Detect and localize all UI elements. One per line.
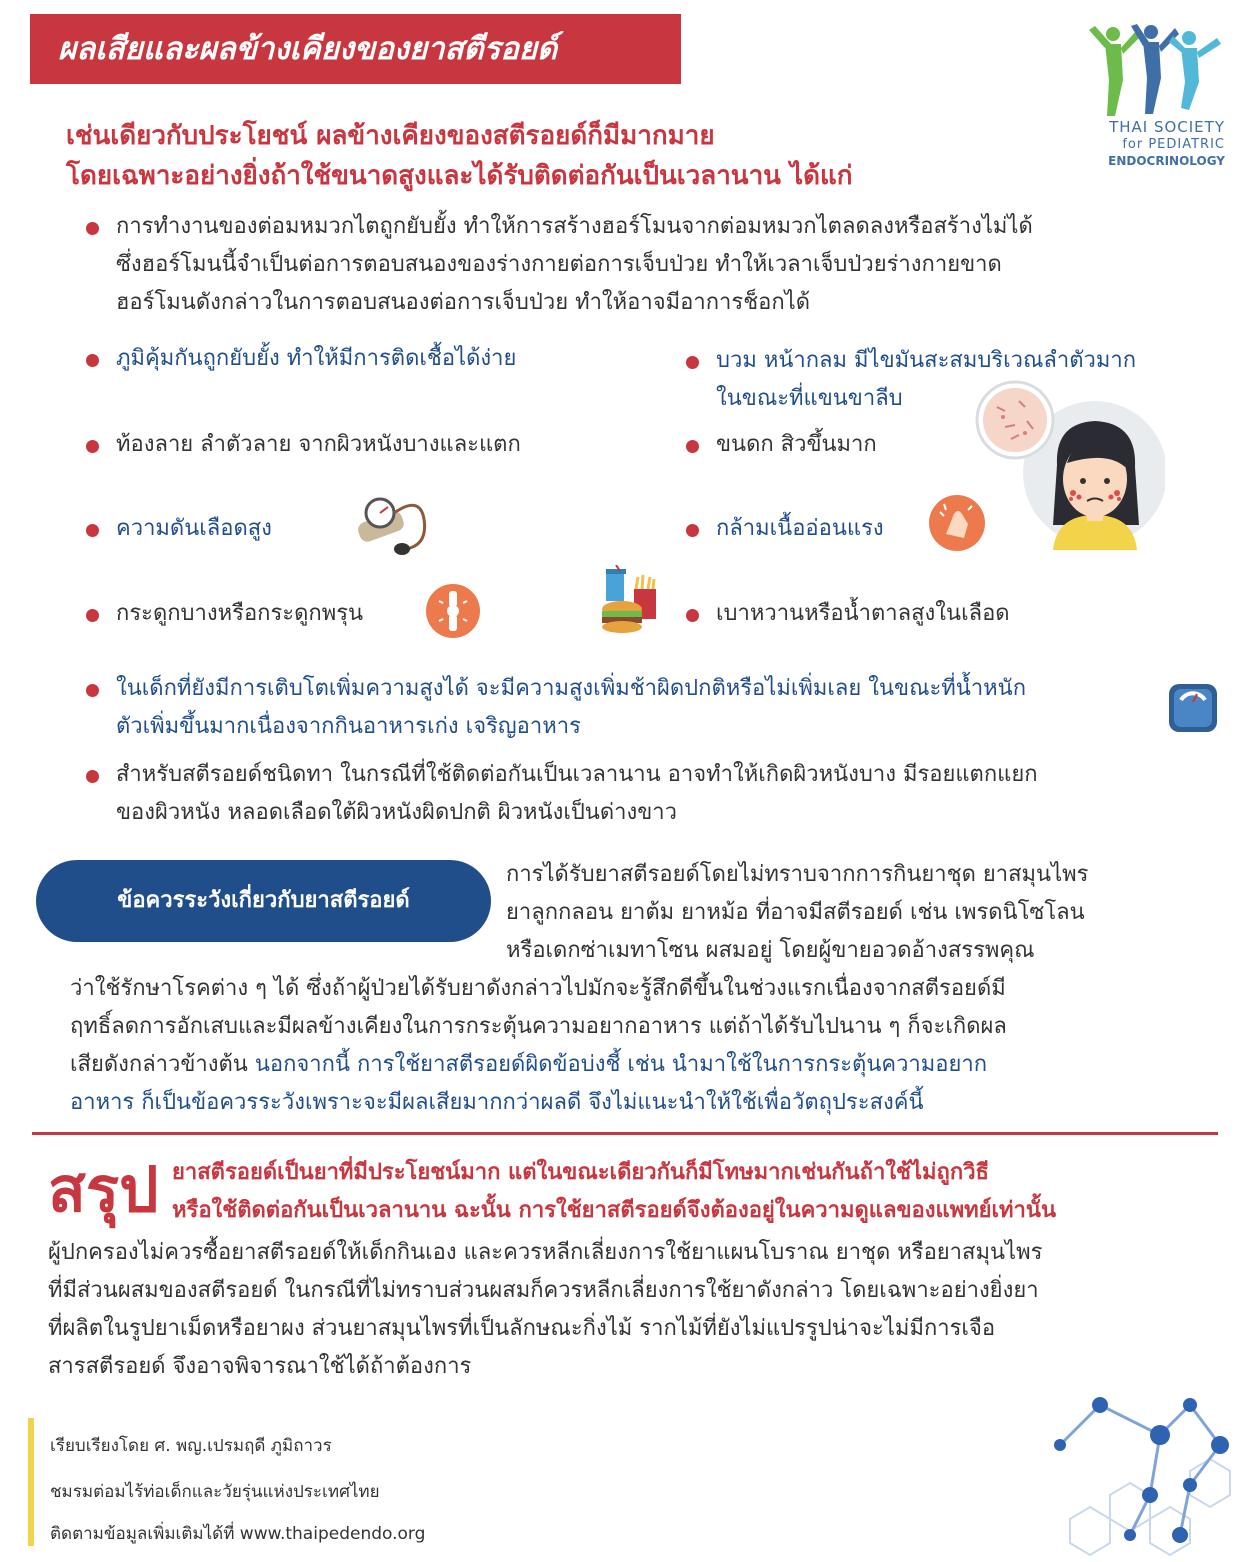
footer-website[interactable]: ติดตามข้อมูลเพิ่มเติมได้ที่ www.thaipedendo.org (50, 1524, 426, 1544)
effect-striae: ท้องลาย ลำตัวลาย จากผิวหนังบางและแตก (116, 432, 521, 457)
effect-immune: ภูมิคุ้มกันถูกยับยั้ง ทำให้มีการติดเชื้อได้ง่าย (116, 346, 517, 371)
society-logo (1085, 20, 1225, 170)
face-acne-illustration-icon (975, 375, 1165, 550)
caution-line-4: ว่าใช้รักษาโรคต่าง ๆ ได้ ซึ่งถ้าผู้ป่วยได้รับยาดังกล่าวไปมักจะรู้สึกดีขึ้นในช่วงแรกเนื่องจากสตีรอยด์มี (70, 976, 1006, 1001)
summary-body-2: ที่มีส่วนผสมของสตีรอยด์ ในกรณีที่ไม่ทราบส่วนผสมก็ควรหลีกเลี่ยงการใช้ยาดังกล่าว โดยเฉพาะอย่างยิ่งยา (48, 1278, 1039, 1303)
adrenal-line-3: ฮอร์โมนดังกล่าวในการตอบสนองต่อการเจ็บป่วย ทำให้อาจมีอาการช็อกได้ (116, 290, 811, 315)
caution-heading: ข้อควรระวังเกี่ยวกับยาสตีรอยด์ (36, 860, 491, 942)
effect-bone: กระดูกบางหรือกระดูกพรุน (116, 601, 364, 626)
footer-author: เรียบเรียงโดย ศ. พญ.เปรมฤดี ภูมิถาวร (50, 1436, 332, 1456)
growth-line-1: ในเด็กที่ยังมีการเติบโตเพิ่มความสูงได้ จะมีความสูงเพิ่มช้าผิดปกติหรือไม่เพิ่มเลย ในขณะที่น้ำหนัก (116, 676, 1027, 701)
logo-line-2: for PEDIATRIC (1122, 137, 1225, 152)
intro-line-1: เช่นเดียวกับประโยชน์ ผลข้างเคียงของสตีรอยด์ก็มีมากมาย (66, 121, 715, 151)
blood-pressure-gauge-icon (350, 485, 435, 560)
adrenal-line-1: การทำงานของต่อมหมวกไตถูกยับยั้ง ทำให้การสร้างฮอร์โมนจากต่อมหมวกไตลดลงหรือสร้างไม่ได้ (116, 214, 1033, 239)
summary-body-3: ที่ผลิตในรูปยาเม็ดหรือยาผง ส่วนยาสมุนไพรที่เป็นลักษณะกิ่งไม้ รากไม้ที่ยังไม่แปรรูปน่าจะไม่มีการเจือ (48, 1316, 996, 1341)
children-jumping-logo-icon (1085, 20, 1225, 120)
effect-fat-line-2: ในขณะที่แขนขาลีบ (716, 386, 903, 411)
effect-acne: ขนดก สิวขึ้นมาก (716, 432, 877, 457)
footer-org: ชมรมต่อมไร้ท่อเด็กและวัยรุ่นแห่งประเทศไทย (50, 1482, 380, 1502)
caution-line-7: อาหาร ก็เป็นข้อควรระวังเพราะจะมีผลเสียมากกว่าผลดี จึงไม่แนะนำให้ใช้เพื่อวัตถุประสงค์นี้ (70, 1090, 924, 1115)
molecule-network-icon (1040, 1385, 1240, 1562)
caution-line-1: การได้รับยาสตีรอยด์โดยไม่ทราบจากการกินยาชุด ยาสมุนไพร (506, 862, 1089, 887)
summary-line-2: หรือใช้ติดต่อกันเป็นเวลานาน ฉะนั้น การใช้ยาสตีรอยด์จึงต้องอยู่ในความดูแลของแพทย์เท่านั้น (172, 1198, 1056, 1223)
intro-line-2: โดยเฉพาะอย่างยิ่งถ้าใช้ขนาดสูงและได้รับติดต่อกันเป็นเวลานาน ได้แก่ (66, 161, 853, 191)
caution-paragraph-bottom (70, 970, 1007, 1122)
effect-fat-line-1: บวม หน้ากลม มีไขมันสะสมบริเวณลำตัวมาก (716, 348, 1137, 373)
summary-label: สรุป (48, 1153, 159, 1226)
caution-line-2: ยาลูกกลอน ยาต้ม ยาหม้อ ที่อาจมีสตีรอยด์ เช่น เพรดนิโซโลน (506, 900, 1085, 925)
caution-line-3: หรือเดกซ่าเมทาโซน ผสมอยู่ โดยผู้ขายอวดอ้างสรรพคุณ (506, 938, 1035, 963)
arm-muscle-icon (928, 494, 986, 552)
caution-line-5: ฤทธิ์ลดการอักเสบและมีผลข้างเคียงในการกระตุ้นความอยากอาหาร แต่ถ้าได้รับไปนาน ๆ ก็จะเกิดผล (70, 1014, 1007, 1039)
bullet-dot (86, 222, 99, 235)
summary-line-1: ยาสตีรอยด์เป็นยาที่มีประโยชน์มาก แต่ในขณะเดียวกันก็มีโทษมากเช่นกันถ้าใช้ไม่ถูกวิธี (172, 1160, 989, 1185)
topical-line-1: สำหรับสตีรอยด์ชนิดทา ในกรณีที่ใช้ติดต่อกันเป็นเวลานาน อาจทำให้เกิดผิวหนังบาง มีรอยแตกแยก (116, 762, 1038, 787)
adrenal-line-2: ซึ่งฮอร์โมนนี้จำเป็นต่อการตอบสนองของร่างกายต่อการเจ็บป่วย ทำให้เวลาเจ็บป่วยร่างกายขาด (116, 252, 1002, 277)
section-divider (32, 1132, 1218, 1135)
logo-line-1: THAI SOCIETY (1109, 118, 1225, 136)
effect-diabetes: เบาหวานหรือน้ำตาลสูงในเลือด (716, 601, 1010, 626)
summary-body (48, 1234, 1042, 1386)
caution-line-6a: เสียดังกล่าวข้างต้น (70, 1052, 255, 1077)
caution-paragraph-top (506, 856, 1088, 970)
effect-hypertension: ความดันเลือดสูง (116, 516, 272, 541)
footer-accent-bar (28, 1418, 34, 1546)
summary-body-1: ผู้ปกครองไม่ควรซื้อยาสตีรอยด์ให้เด็กกินเอง และควรหลีกเลี่ยงการใช้ยาแผนโบราณ ยาชุด หรือยาสมุนไพร (48, 1240, 1043, 1265)
summary-highlight (172, 1154, 1056, 1230)
effect-muscle: กล้ามเนื้ออ่อนแรง (716, 516, 884, 541)
summary-body-4: สารสตีรอยด์ จึงอาจพิจารณาใช้ได้ถ้าต้องการ (48, 1354, 472, 1379)
growth-line-2: ตัวเพิ่มขึ้นมากเนื่องจากกินอาหารเก่ง เจริญอาหาร (116, 714, 581, 739)
caution-line-6b: นอกจากนี้ การใช้ยาสตีรอยด์ผิดข้อบ่งชี้ เช่น นำมาใช้ในการกระตุ้นความอยาก (254, 1052, 988, 1077)
weight-scale-icon (1165, 680, 1221, 736)
topical-line-2: ของผิวหนัง หลอดเลือดใต้ผิวหนังผิดปกติ ผิวหนังเป็นด่างขาว (116, 800, 677, 825)
page-title: ผลเสียและผลข้างเคียงของยาสตีรอยด์ (30, 14, 681, 84)
fast-food-icon (598, 565, 664, 635)
intro-heading (66, 116, 1066, 196)
logo-line-3: ENDOCRINOLOGY (1108, 154, 1225, 168)
knee-bone-icon (425, 583, 481, 639)
